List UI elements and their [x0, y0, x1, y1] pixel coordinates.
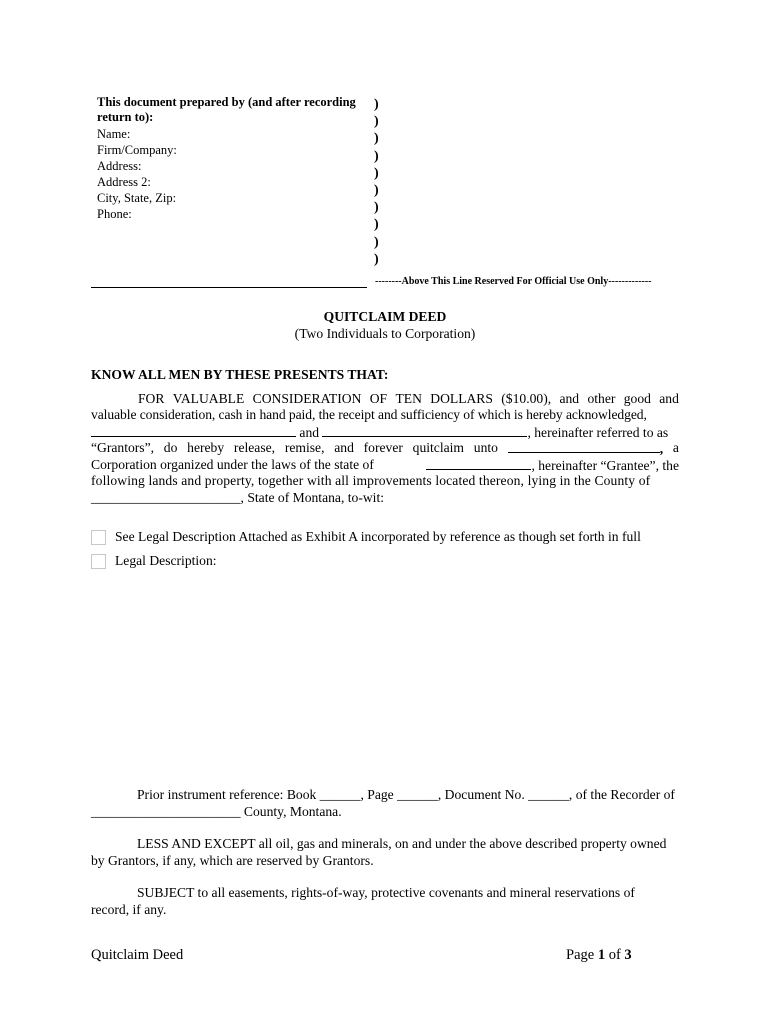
field-phone-label: Phone: [97, 207, 132, 221]
subject-to-paragraph [91, 885, 679, 918]
less-except-line-1: LESS AND EXCEPT all oil, gas and minerals, on and under the above described property owned [137, 836, 667, 851]
state-blank[interactable] [426, 457, 531, 470]
page-word: Page [566, 947, 595, 963]
subject-line-2: record, if any. [91, 901, 167, 917]
word: DOLLARS [430, 391, 493, 406]
prepared-by-line-1: This document prepared by (and after recording [97, 95, 356, 109]
legal-description-option[interactable] [91, 553, 217, 569]
reserved-text: Above This Line Reserved For Official Use Only [401, 276, 609, 287]
document-title: QUITCLAIM DEED [323, 309, 447, 324]
grantee-clause: , hereinafter “Grantee”, the [531, 458, 679, 473]
word: unto [473, 440, 498, 455]
know-all-heading: KNOW ALL MEN BY THESE PRESENTS THAT: [91, 367, 389, 382]
paren: ) [374, 165, 379, 181]
legal-description-checkbox[interactable] [91, 554, 106, 569]
prepared-by-line-2: return to): [97, 110, 154, 124]
word: hereby [187, 440, 225, 455]
less-except-line-2: by Grantors, if any, which are reserved by Grantors. [91, 852, 374, 868]
word: quitclaim [412, 440, 464, 455]
county-blank[interactable]: ______________________ [91, 490, 241, 505]
word: VALUABLE [172, 391, 245, 406]
body-line-7 [91, 490, 679, 506]
subject-line-1: SUBJECT to all easements, rights-of-way, protective covenants and mineral reservations of [137, 885, 635, 900]
word: other [587, 391, 616, 406]
recording-rule-line [91, 287, 367, 288]
county-clause: , State of Montana, to-wit: [240, 490, 384, 505]
prior-instrument-paragraph [91, 787, 679, 820]
paren: ) [374, 114, 379, 130]
parenthesis-column [374, 96, 379, 268]
word: CONSIDERATION [252, 391, 362, 406]
body-line-3 [91, 424, 679, 441]
exhibit-option[interactable] [91, 529, 641, 545]
referred-text: , hereinafter referred to as [527, 425, 669, 440]
exhibit-label: See Legal Description Attached as Exhibit A incorporated by reference as though set forth in full [115, 529, 641, 544]
exhibit-checkbox[interactable] [91, 530, 106, 545]
word: OF [369, 391, 388, 406]
word: “Grantors”, [91, 440, 155, 455]
word: release, [233, 440, 276, 455]
body-line-4 [91, 440, 679, 457]
paren: ) [374, 217, 379, 233]
paren: ) [374, 131, 379, 147]
less-except-paragraph [91, 836, 679, 869]
prior-line-1: Prior instrument reference: Book ______, Page ______, Document No. ______, of the Recorder of [137, 787, 675, 802]
grantee-blank-group [508, 440, 663, 457]
body-line-1 [138, 391, 679, 407]
paren: ) [374, 183, 379, 199]
of-word: of [608, 947, 621, 963]
word: a [672, 440, 679, 455]
field-city-state-zip-label: City, State, Zip: [97, 191, 177, 205]
paren: ) [374, 251, 379, 267]
state-clause: Corporation organized under the laws of the state of [91, 457, 374, 472]
reserved-dashes-left: -------- [375, 276, 402, 287]
paren: ) [374, 234, 379, 250]
field-address2-label: Address 2: [97, 175, 151, 189]
page-total: 3 [624, 947, 632, 963]
word: TEN [395, 391, 422, 406]
return-to-fields [97, 126, 177, 222]
body-line-5 [91, 457, 679, 474]
legal-description-label: Legal Description: [115, 553, 217, 568]
grantor-2-blank[interactable] [322, 424, 527, 437]
field-address-label: Address: [97, 159, 142, 173]
footer-document-name: Quitclaim Deed [91, 947, 184, 963]
state-blank-group [426, 457, 679, 474]
document-subtitle: (Two Individuals to Corporation) [294, 326, 476, 341]
paren: ) [374, 148, 379, 164]
word: and [659, 391, 679, 406]
body-line-2: valuable consideration, cash in hand paid, the receipt and sufficiency of which is hereby acknowledged, [91, 407, 647, 422]
word: FOR [138, 391, 165, 406]
word: and [334, 440, 354, 455]
page-current: 1 [597, 947, 606, 963]
paren: ) [374, 200, 379, 216]
word: forever [363, 440, 403, 455]
word: and [559, 391, 580, 406]
grantee-name-blank[interactable] [508, 440, 660, 453]
prepared-by-heading [97, 95, 367, 125]
word: good [623, 391, 651, 406]
word: do [163, 440, 178, 455]
official-use-notice [375, 276, 652, 287]
field-name-label: Name: [97, 127, 131, 141]
word: remise, [284, 440, 325, 455]
reserved-dashes-right: ------------- [608, 276, 652, 287]
field-firm-label: Firm/Company: [97, 143, 177, 157]
word: ($10.00), [501, 391, 552, 406]
and-word: and [299, 425, 320, 440]
prior-line-2: ______________________ County, Montana. [91, 803, 342, 819]
footer-page-number [566, 947, 632, 964]
body-line-6: following lands and property, together with all improvements located thereon, lying in the County of [91, 473, 651, 488]
grantor-1-blank[interactable] [91, 424, 296, 437]
comma: , [659, 441, 664, 456]
paren: ) [374, 97, 379, 112]
